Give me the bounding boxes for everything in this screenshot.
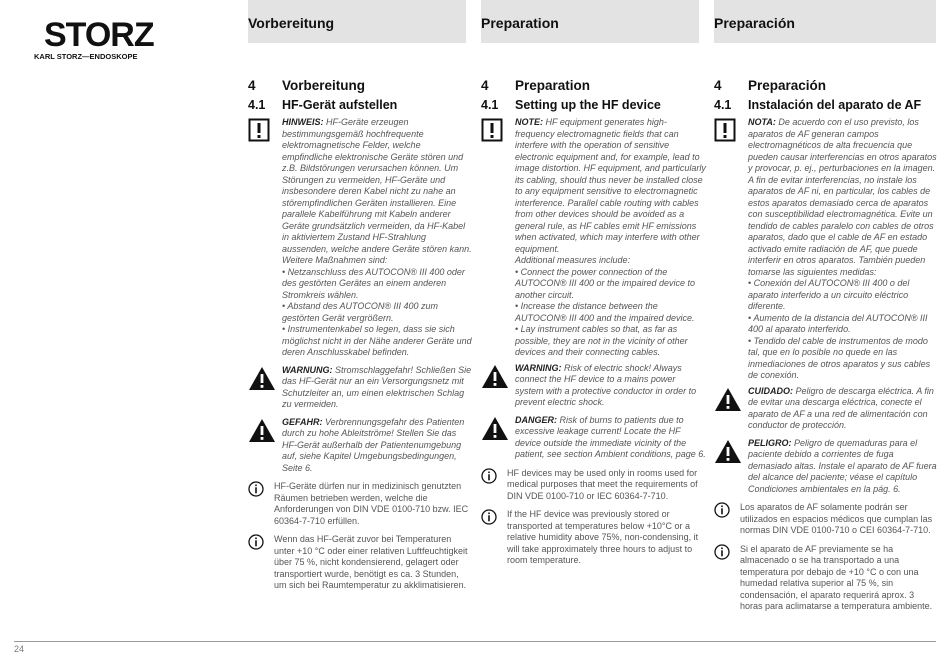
subsection-heading: 4.1 Setting up the HF device <box>481 98 661 112</box>
subsection-heading: 4.1 Instalación del aparato de AF <box>714 98 922 112</box>
warning-triangle-icon <box>714 387 742 412</box>
exclamation-box-icon <box>481 118 503 142</box>
info-icon <box>481 509 497 525</box>
header-bar-en <box>481 0 699 43</box>
info-block-2: Si el aparato de AF previamente se ha almacenado o se ha transportado a una temperatura por debajo de +10 °C o con una humedad relativa superior al 75 %, sin condensación, el aparato requerirá aprox. 3 horas para aclimatarse a temperatura ambiente. <box>714 544 939 613</box>
column-en <box>481 78 706 567</box>
section-heading: 4 Vorbereitung <box>248 78 366 93</box>
header-bar-de <box>248 0 466 43</box>
warning-block: WARNING: Risk of electric shock! Always connect the HF device to a mains power system with a protective conductor in order to prevent electric shock. <box>481 363 706 409</box>
note-block: NOTA: De acuerdo con el uso previsto, los aparatos de AF generan campos electromagnéticos de alta frecuencia que pueden causar interferencias en otros aparatos y provocar, p. ej., perturbaciones en la imagen. A fin de evitar interferencias, no instale los aparatos de AF ni, en particular, los cables de estos aparatos demasiado cerca de aparatos con susceptibilidad electromagnética. Evite un tendido de cables paralelo con cables de otros aparatos, dado que el cable de AF en estado activado emite radiación de AF, que puede interferir en otros aparatos. También pueden tomarse las siguientes medidas: • Conexión del AUTOCON® III 400 o del aparato interferido a un circuito eléctrico diferente. • Aumento de la distancia del AUTOCON® III 400 al aparato interferido. • Tendido del cable de instrumentos de modo tal, que en lo posible no quede en las inmediaciones de otros aparatos y sus cables de conexión. <box>714 117 939 382</box>
info-block-2: Wenn das HF-Gerät zuvor bei Temperaturen unter +10 °C oder einer relativen Luftfeuchtigkeit über 75 %, nicht kondensierend, gelagert oder transportiert wurde, benötigt es ca. 3 Stunden, um sich bei Raumtemperatur zu akklimatisieren. <box>248 534 473 592</box>
info-block-1: HF devices may be used only in rooms used for medical purposes that meet the requirements of DIN VDE 0100-710 or IEC 60364-7-710. <box>481 468 706 503</box>
exclamation-box-icon <box>714 118 736 142</box>
info-icon <box>248 534 264 550</box>
karl-storz-logo <box>34 16 154 61</box>
info-block-2: If the HF device was previously stored or transported at temperatures below +10°C or a relative humidity above 75%, non-condensing, it will take approximately three hours to adjust to room temperature. <box>481 509 706 567</box>
page-number: 24 <box>14 644 25 654</box>
section-heading: 4 Preparation <box>481 78 591 93</box>
column-es <box>714 78 939 613</box>
subsection-heading: 4.1 HF-Gerät aufstellen <box>248 98 398 112</box>
header-bar-es <box>714 0 936 43</box>
header-title-de: Vorbereitung <box>248 15 335 31</box>
info-icon <box>248 481 264 497</box>
info-icon <box>714 544 730 560</box>
danger-block: GEFAHR: Verbrennungsgefahr des Patienten durch zu hohe Ableitströme! Stellen Sie das HF-Gerät außerhalb der Patientenumgebung auf, siehe Kapitel Umgebungsbedingungen, Seite 6. <box>248 417 473 475</box>
exclamation-box-icon <box>248 118 270 142</box>
warning-block: CUIDADO: Peligro de descarga eléctrica. A fin de evitar una descarga eléctrica, conecte el aparato de AF a una red de alimentación con conductor de protección. <box>714 386 939 432</box>
warning-block: WARNUNG: Stromschlaggefahr! Schließen Sie das HF-Gerät nur an ein Versorgungsnetz mit Schutzleiter an, um einen elektrischen Schlag zu vermeiden. <box>248 365 473 411</box>
danger-block: PELIGRO: Peligro de quemaduras para el paciente debido a corrientes de fuga demasiado altas. Instale el aparato de AF fuera del alcance del paciente; véase el capítulo Condiciones ambientales en la pág. 6. <box>714 438 939 496</box>
logo-brand: STORZ <box>44 16 154 54</box>
warning-triangle-icon <box>248 366 276 391</box>
info-icon <box>714 502 730 518</box>
danger-triangle-icon <box>248 418 276 443</box>
danger-triangle-icon <box>481 416 509 441</box>
footer-divider <box>14 641 936 642</box>
info-block-1: HF-Geräte dürfen nur in medizinisch genutzten Räumen betrieben werden, welche die Anforderungen von DIN VDE 0100-710 bzw. IEC 60364-7-710 erfüllen. <box>248 481 473 527</box>
header-title-es: Preparación <box>714 15 795 31</box>
info-block-1: Los aparatos de AF solamente podrán ser utilizados en espacios médicos que cumplan las normas DIN VDE 0100-710 o CEI 60364-7-710. <box>714 502 939 537</box>
info-icon <box>481 468 497 484</box>
note-block: NOTE: HF equipment generates high-frequency electromagnetic fields that can interfere with the operation of sensitive electronic equipment and, for example, lead to image distortion. HF equipment, and particularly its cabling, should thus never be installed close to any equipment sensitive to electromagnetic interference. Parallel cable routing with cables from other devices should be avoided as a general rule, as HF cables emit HF emissions when activated, which may interfere with other equipment. Additional measures include: • Connect the power connection of the AUTOCON® III 400 or the impaired device to another circuit. • Increase the distance between the AUTOCON® III 400 and the impaired device. • Lay instrument cables so that, as far as possible, they are not in the vicinity of other devices and their connecting cables. <box>481 117 706 359</box>
danger-triangle-icon <box>714 439 742 464</box>
column-de <box>248 78 473 592</box>
section-heading: 4 Preparación <box>714 78 827 93</box>
warning-triangle-icon <box>481 364 509 389</box>
danger-block: DANGER: Risk of burns to patients due to excessive leakage current! Locate the HF device outside the immediate vicinity of the patient, see section Ambient conditions, page 6. <box>481 415 706 461</box>
header-title-en: Preparation <box>481 15 559 31</box>
logo-tagline: KARL STORZ—ENDOSKOPE <box>34 52 138 61</box>
note-block: HINWEIS: HF-Geräte erzeugen bestimmungsgemäß hochfrequente elektromagnetische Felder, welche empfindliche elektronische Geräte stören und z.B. Bildstörungen verursachen können. Um Störungen zu vermeiden, HF-Geräte und insbesondere deren Kabel nicht zu nahe an störempfindlichen Geräten installieren. Eine parallele Kabelführung mit Kabeln anderer Geräte grundsätzlich vermeiden, da HF-Kabel in aktiviertem Zustand HF-Strahlung aussenden, welche andere Geräte stören kann. Weitere Maßnahmen sind: • Netzanschluss des AUTOCON® III 400 oder des gestörten Gerätes an einem anderen Stromkreis wählen. • Abstand des AUTOCON® III 400 zum gestörten Gerät vergrößern. • Instrumentenkabel so legen, dass sie sich möglichst nicht in der Nähe anderer Geräte und deren Anschlusskabel befinden. <box>248 117 473 359</box>
